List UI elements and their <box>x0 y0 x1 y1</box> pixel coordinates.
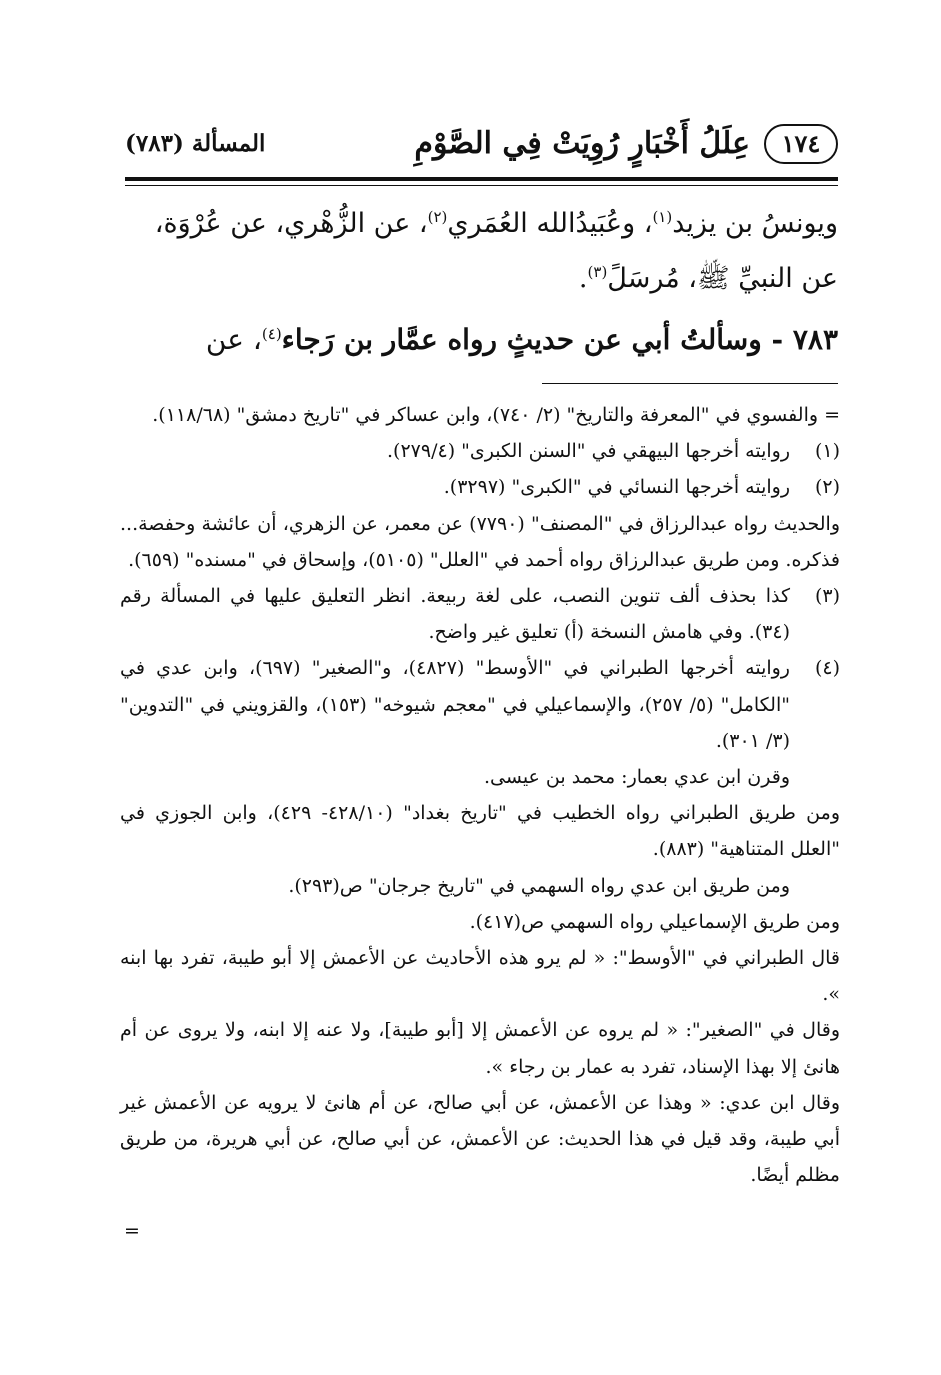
issue-label: المسألة (٧٨٣) <box>125 130 266 157</box>
footnote-4-paragraph: وقال في "الصغير": « لم يروه عن الأعمش إلا [أبو طيبة]، ولا عنه إلا ابنه، ولا يروى عن أم هانئ إلا بهذا الإسناد، تفرد به عمار بن رجاء ». <box>120 1019 840 1078</box>
footnote-2 <box>120 469 840 505</box>
footnote-ref-1: (١) <box>652 208 673 226</box>
main-text <box>120 196 838 367</box>
footnote-number: (٢) <box>814 476 840 499</box>
question-tail: ، عن <box>205 323 262 356</box>
footnote-4-paragraph: ومن طريق الإسماعيلي رواه السهمي ص(٤١٧). <box>469 910 840 933</box>
footnote-text: روايته أخرجها البيهقي في "السنن الكبرى" (٢٧٩/٤). <box>387 440 790 463</box>
footnote-1 <box>120 433 840 469</box>
footnote-2-paragraph: والحديث رواه عبدالرزاق في "المصنف" (٧٧٩٠) عن معمر، عن الزهري، أن عائشة وحفصة... فذكره. ومن طريق عبدالرزاق رواه أحمد في "العلل" (٥١٠٥)، وإسحاق في "مسنده" (٦٥٩). <box>120 512 840 571</box>
main-line-2 <box>120 251 838 306</box>
main-text-segment: ، عن الزُّهْري، عن عُرْوَة، <box>154 208 428 239</box>
footnote-4-paragraph: ومن طريق الطبراني رواه الخطيب في "تاريخ بغداد" (٤٢٨/١٠- ٤٢٩)، وابن الجوزي في "العلل المتناهية" (٨٨٣). <box>120 802 840 861</box>
footnote-4-paragraph: وقال ابن عدي: « وهذا عن الأعمش، عن أبي صالح، عن أم هانئ لا يرويه عن الأعمش غير أبي طيبة، وقد قيل في هذا الحديث: عن الأعمش، عن أبي صالح، عن أبي هريرة، من طريق مظلم أيضًا. <box>120 1091 840 1187</box>
footnotes <box>120 397 840 1193</box>
question-783 <box>120 312 838 367</box>
footnote-3 <box>120 578 840 650</box>
footnote-number: (٤) <box>814 657 840 680</box>
header-rule-thick <box>125 177 838 181</box>
header-rule-thin <box>125 185 838 186</box>
question-opening: وسألتُ أبي عن حديثٍ رواه عمَّار بن رَجاء <box>281 323 772 356</box>
footnote-4-paragraph: قال الطبراني في "الأوسط": « لم يرو هذه الأحاديث عن الأعمش إلا أبو طيبة، تفرد بها ابنه ». <box>120 947 840 1006</box>
page-number: ١٧٤ <box>764 124 838 164</box>
main-text-segment: ، وعُبَيدُالله العُمَري <box>447 208 653 239</box>
footnote-ref-4: (٤) <box>261 325 282 343</box>
footnote-4-paragraph: ومن طريق ابن عدي رواه السهمي في "تاريخ جرجان" ص(٢٩٣). <box>288 874 790 897</box>
footnote-number: (٣) <box>814 585 840 608</box>
footnote-text: روايته أخرجها النسائي في "الكبرى" (٣٢٩٧). <box>443 476 790 499</box>
main-text-segment: ويونسُ بن يزيد <box>672 208 838 239</box>
question-number: ٧٨٣ - <box>771 323 838 356</box>
book-title: عِلَلُ أَخْبَارٍ رُوِيَتْ فِي الصَّوْمِ <box>414 126 750 161</box>
footnote-text: روايته أخرجها الطبراني في "الأوسط" (٤٨٢٧)، و"الصغير" (٦٩٧)، وابن عدي في "الكامل" (٥/ ٢٥٧)، والإسماعيلي في "معجم شيوخه" (١٥٣)، والقزويني في "التدوين" (٣/ ٣٠١). <box>120 657 790 752</box>
main-text-segment: . <box>578 263 588 294</box>
footnote-text: كذا بحذف ألف تنوين النصب، على لغة ربيعة. انظر التعليق عليها في المسألة رقم (٣٤). وفي هامش النسخة (أ) تعليق غير واضح. <box>120 585 790 644</box>
footnote-continuation: = والفسوي في "المعرفة والتاريخ" (٢/ ٧٤٠)، وابن عساكر في "تاريخ دمشق" (١١٨/٦٨). <box>152 404 840 426</box>
footnote-ref-2: (٢) <box>427 208 448 226</box>
footnote-separator <box>542 383 838 384</box>
main-line-1 <box>120 196 838 251</box>
footnote-ref-3: (٣) <box>587 263 608 281</box>
footnote-4-paragraph: وقرن ابن عدي بعمار: محمد بن عيسى. <box>484 766 790 789</box>
footnote-number: (١) <box>814 440 840 463</box>
main-text-segment: عن النبيِّ ﷺ، مُرسَلً <box>607 263 838 294</box>
footnote-4 <box>120 650 840 759</box>
continuation-mark: = <box>124 1220 140 1242</box>
page-header <box>125 122 838 174</box>
